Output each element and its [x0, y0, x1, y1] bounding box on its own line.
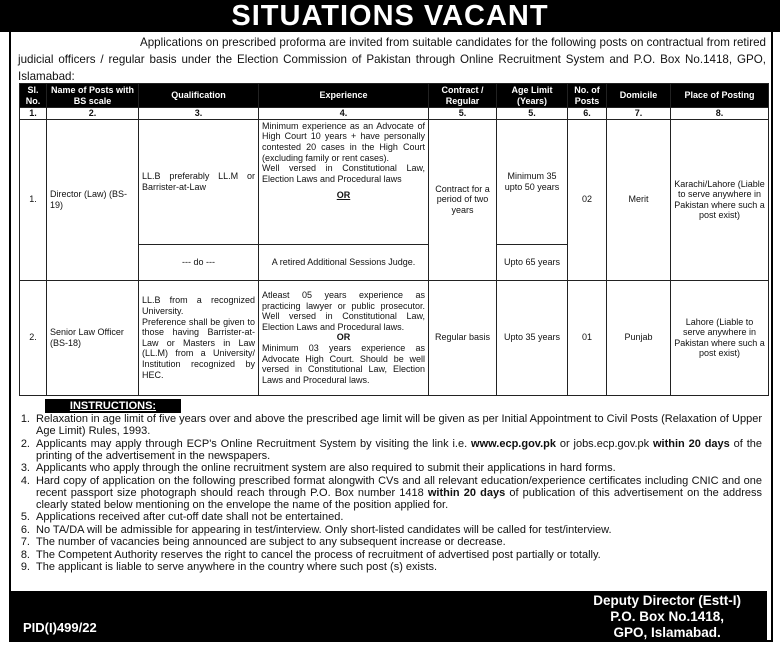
address-block: [593, 593, 741, 641]
instruction-number: 3.: [20, 462, 30, 474]
instruction-text: [36, 549, 762, 561]
domicile-cell: Punjab: [607, 280, 671, 395]
qualification-text: LL.B from a recognized University.: [142, 295, 255, 316]
instruction-number: 8.: [20, 548, 30, 561]
col-qualification: Qualification: [139, 84, 259, 108]
experience-cell: [259, 119, 429, 244]
num: 1.: [20, 108, 47, 120]
intro-text: Applications on prescribed proforma are invited from suitable candidates for the following posts on contractual from retired judicial officers / regular basis under the Election Commission of Pakistan through Online Recruitment System and P.O. Box No.1418, GPO, Islamabad:: [18, 36, 766, 83]
instruction-item: [14, 475, 762, 511]
qualification-text: Preference shall be given to those having Barrister-at-Law or Masters in Law (LL.M) from a University/ Institution recognized by HEC.: [142, 316, 255, 380]
experience-text: Atleast 05 years experience as practicing lawyer or public prosecutor. Well versed in Constitutional Law, Election Laws and Procedural laws.: [262, 290, 425, 332]
contract-cell: Contract for a period of two years: [429, 119, 497, 280]
num: 7.: [607, 108, 671, 120]
text-segment: Applicants who apply through the online recruitment system are also required to submit their applications in hard forms.: [36, 462, 616, 474]
sl-cell: 2.: [20, 280, 47, 395]
header-row: [20, 84, 769, 108]
posts-cell: 02: [568, 119, 607, 280]
instruction-text: [36, 475, 762, 511]
instruction-text: [36, 524, 762, 536]
num: 6.: [568, 108, 607, 120]
instruction-number: 5.: [20, 511, 30, 523]
emphasis-text: within 20 days: [427, 486, 506, 499]
sl-cell: 1.: [20, 119, 47, 280]
place-cell: Lahore (Liable to serve anywhere in Pakistan where such a post exist): [671, 280, 769, 395]
age-cell: Upto 35 years: [497, 280, 568, 395]
text-segment: Applicants may apply through ECP's Online Recruitment System by visiting the link i.e.: [36, 437, 472, 450]
instruction-item: [14, 549, 762, 561]
col-age: Age Limit (Years): [497, 84, 568, 108]
col-place: Place of Posting: [671, 84, 769, 108]
num: 5.: [429, 108, 497, 120]
age-cell: Minimum 35 upto 50 years: [497, 119, 568, 244]
place-cell: Karachi/Lahore (Liable to serve anywhere in Pakistan where such a post exist): [671, 119, 769, 280]
table-row: [20, 119, 769, 244]
age-alt-cell: Upto 65 years: [497, 244, 568, 280]
col-post: Name of Posts with BS scale: [47, 84, 139, 108]
text-segment: The number of vacancies being announced are subject to any subsequent increase or decrease.: [36, 536, 506, 548]
emphasis-text: www.ecp.gov.pk: [471, 437, 556, 450]
instruction-number: 2.: [20, 437, 30, 450]
table-row: [20, 280, 769, 395]
experience-alt-cell: A retired Additional Sessions Judge.: [259, 244, 429, 280]
text-segment: of publication of this advertisement on the address clearly stated below mentioning on the envelope the name of the position applied for.: [36, 486, 762, 511]
pid-number: PID(I)499/22: [23, 620, 97, 635]
or-label: OR: [336, 332, 351, 343]
address-line: GPO, Islamabad.: [613, 625, 721, 640]
text-segment: Relaxation in age limit of five years over and above the prescribed age limit will be given as per Initial Appointment to Civil Posts (Relaxation of Upper Age Limit) Rules, 1993.: [36, 413, 762, 437]
col-posts: No. of Posts: [568, 84, 607, 108]
col-contract: Contract / Regular: [429, 84, 497, 108]
instruction-item: [14, 462, 762, 474]
instruction-item: [14, 524, 762, 536]
ad-title: SITUATIONS VACANT: [0, 0, 780, 32]
instructions-list: [14, 413, 762, 574]
text-segment: Hard copy of application on the following prescribed format alongwith CVs and all relevant education/experience certificates including CNIC and one recent passport size photograph should reach through P.O. Box number 1418: [36, 474, 762, 499]
instruction-number: 7.: [20, 536, 30, 548]
text-segment: of the printing of the advertisement in the newspapers.: [36, 437, 762, 462]
col-sl: Sl. No.: [20, 84, 47, 108]
domicile-cell: Merit: [607, 119, 671, 280]
instruction-text: [36, 536, 762, 548]
experience-text: Well versed in Constitutional Law, Election Laws and Procedural laws: [262, 163, 425, 184]
text-segment: The Competent Authority reserves the right to cancel the process of recruitment of advertised post partially or totally.: [36, 548, 601, 561]
experience-text: Minimum 03 years experience as Advocate High Court. Should be well versed in Constitutional Law, Election Laws and Procedural laws.: [262, 343, 425, 385]
footer-bar: [11, 591, 767, 641]
instruction-number: 1.: [20, 413, 30, 425]
instructions-heading: INSTRUCTIONS:: [45, 399, 181, 413]
instruction-text: [36, 462, 762, 474]
text-segment: The applicant is liable to serve anywhere in the country where such post (s) exists.: [36, 561, 438, 573]
instruction-item: [14, 561, 762, 573]
col-domicile: Domicile: [607, 84, 671, 108]
num: 4.: [259, 108, 429, 120]
instruction-text: [36, 438, 762, 462]
instruction-number: 4.: [20, 474, 30, 487]
instruction-text: [36, 413, 762, 437]
instruction-text: [36, 511, 762, 523]
post-cell: Senior Law Officer (BS-18): [47, 280, 139, 395]
qualification-cell: LL.B preferably LL.M or Barrister-at-Law: [139, 119, 259, 244]
experience-text: Minimum experience as an Advocate of High Court 10 years + have personally contested 20 cases in the High Court (excluding family or rent cases).: [262, 120, 425, 163]
instruction-number: 9.: [20, 561, 30, 573]
col-experience: Experience: [259, 84, 429, 108]
emphasis-text: within 20 days: [652, 437, 730, 450]
address-line: Deputy Director (Estt-I): [593, 593, 741, 608]
instruction-text: [36, 561, 762, 573]
instruction-item: [14, 511, 762, 523]
experience-cell: [259, 280, 429, 395]
address-line: P.O. Box No.1418,: [610, 609, 725, 624]
qualification-alt-cell: --- do ---: [139, 244, 259, 280]
num: 8.: [671, 108, 769, 120]
vacancies-table: [19, 83, 769, 396]
text-segment: or jobs.ecp.gov.pk: [556, 437, 653, 450]
instruction-item: [14, 413, 762, 437]
number-row: [20, 108, 769, 120]
intro-paragraph: [18, 34, 766, 85]
qualification-cell: [139, 280, 259, 395]
text-segment: No TA/DA will be admissible for appearing in test/interview. Only short-listed candidates will be called for test/interview.: [36, 523, 612, 536]
post-cell: Director (Law) (BS-19): [47, 119, 139, 280]
instruction-item: [14, 438, 762, 462]
num: 5.: [497, 108, 568, 120]
num: 2.: [47, 108, 139, 120]
instruction-number: 6.: [20, 523, 30, 536]
text-segment: Applications received after cut-off date shall not be entertained.: [36, 511, 344, 523]
contract-cell: Regular basis: [429, 280, 497, 395]
num: 3.: [139, 108, 259, 120]
or-label: OR: [336, 190, 351, 201]
posts-cell: 01: [568, 280, 607, 395]
instruction-item: [14, 536, 762, 548]
